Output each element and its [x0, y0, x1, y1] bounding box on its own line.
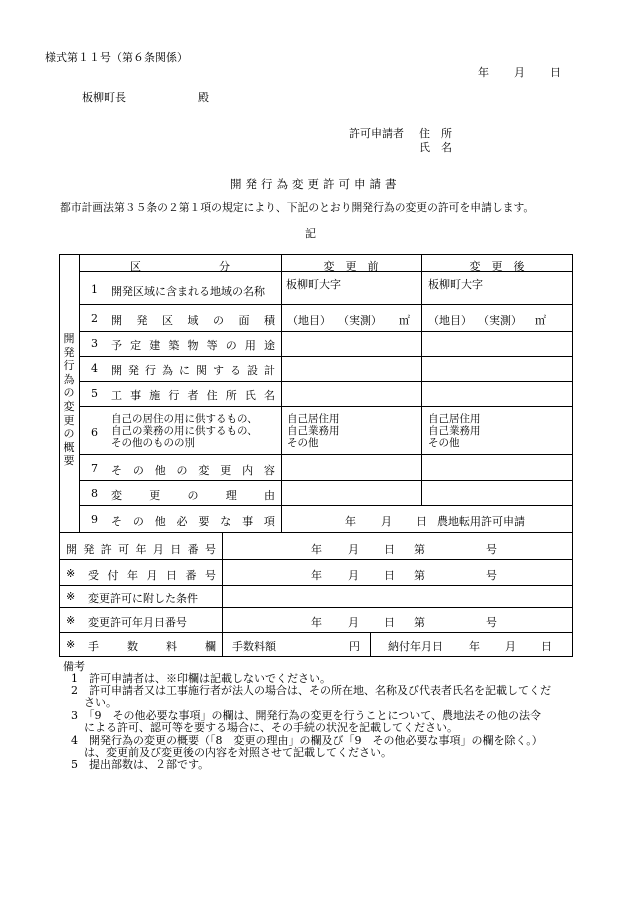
change-permit-month: 月 [348, 616, 359, 629]
payment-month: 月 [505, 640, 516, 653]
row-2-after-unit: ㎡ [535, 314, 546, 327]
receipt-day: 日 [384, 569, 395, 582]
row-9-day: 日 [416, 515, 427, 528]
row-6-label-line-2: 自己の業務の用に供するもの、 [111, 425, 258, 437]
addressee: 板柳町長 [82, 91, 126, 104]
row-6-after-line-2: 自己業務用 [428, 425, 481, 437]
row-8-label: 変 更 の 理 由 [111, 489, 275, 502]
note-4-line-2: は、変更前及び変更後の内容を対照させて記載してください。 [84, 746, 392, 759]
header-category: 区 分 [130, 260, 230, 273]
row-1-number: 1 [91, 283, 98, 296]
note-1: 1 許可申請者は、※印欄は記載しないでください。 [71, 672, 331, 685]
header-before: 変 更 前 [323, 260, 379, 273]
row-9-month: 月 [381, 515, 392, 528]
intro-text: 都市計画法第３５条の２第１項の規定により、下記のとおり開発行為の変更の許可を申請します。 [60, 201, 535, 214]
note-2-line-2: さい。 [84, 696, 117, 709]
row-9-label: そ の 他 必 要 な 事 項 [111, 515, 275, 528]
header-after: 変 更 後 [469, 260, 525, 273]
row-9-farmland-conversion: 農地転用許可申請 [437, 515, 525, 528]
row-6-label-line-1: 自己の居住の用に供するもの、 [111, 413, 258, 425]
honorific: 殿 [198, 91, 209, 104]
vertical-category-label: 開発行為の変更の概要 [63, 332, 75, 468]
row-3-label: 予 定 建 築 物 等 の 用 途 [111, 339, 275, 352]
payment-date-label: 納付年月日 [388, 640, 443, 653]
date-year-label: 年 [478, 66, 489, 79]
applicant-name-label: 氏 名 [419, 141, 452, 154]
permit-month: 月 [348, 543, 359, 556]
receipt-year: 年 [311, 569, 322, 582]
row-7-number: 7 [91, 462, 98, 475]
note-3-line-2: による許可、認可等を要する場合に、その手続の状況を記載してください。 [84, 721, 458, 734]
applicant-address-label: 住 所 [419, 127, 452, 140]
permit-dai: 第 [414, 543, 425, 556]
row-7-label: そ の 他 の 変 更 内 容 [111, 464, 275, 477]
row-6-before-line-1: 自己居住用 [287, 413, 340, 425]
receipt-mark: ※ [66, 567, 76, 580]
applicant-label: 許可申請者 [349, 127, 404, 140]
ki-label: 記 [305, 227, 316, 240]
note-3-line-1: 3 「9 その他必要な事項」の欄は、開発行為の変更を行うことについて、農地法その他の法令 [71, 709, 542, 722]
row-6-after-line-3: その他 [428, 437, 460, 449]
row-6-number: 6 [91, 426, 98, 439]
row-1-after: 板柳町大字 [428, 278, 483, 291]
row-5-number: 5 [91, 387, 98, 400]
fee-yen: 円 [349, 640, 360, 653]
receipt-month: 月 [348, 569, 359, 582]
row-6-before-line-3: その他 [287, 437, 319, 449]
note-2-line-1: 2 許可申請者又は工事施行者が法人の場合は、その所在地、名称及び代表者氏名を記載してくだ [71, 684, 551, 697]
row-6-after-line-1: 自己居住用 [428, 413, 481, 425]
row-1-label: 開発区域に含まれる地域の名称 [111, 285, 265, 298]
notes-heading: 備考 [63, 660, 85, 673]
receipt-dai: 第 [414, 569, 425, 582]
row-6-before-line-2: 自己業務用 [287, 425, 340, 437]
document-title: 開発行為変更許可申請書 [230, 177, 401, 191]
fee-column-label: 手 数 料 欄 [88, 640, 216, 653]
row-6-label-line-3: その他のものの別 [111, 437, 195, 449]
date-day-label: 日 [550, 66, 561, 79]
row-5-label: 工 事 施 行 者 住 所 氏 名 [111, 389, 275, 402]
row-2-number: 2 [91, 312, 98, 325]
receipt-date-number-label: 受 付 年 月 日 番 号 [88, 569, 216, 582]
fee-mark: ※ [66, 638, 76, 651]
change-permit-dai: 第 [414, 616, 425, 629]
payment-day: 日 [541, 640, 552, 653]
row-3-number: 3 [91, 337, 98, 350]
row-9-year: 年 [345, 515, 356, 528]
row-9-number: 9 [91, 513, 98, 526]
conditions-mark: ※ [66, 590, 76, 603]
change-permit-year: 年 [311, 616, 322, 629]
form-number: 様式第１１号（第６条関係） [45, 51, 188, 64]
change-permit-label: 変更許可年月日番号 [88, 616, 187, 629]
note-5: 5 提出部数は、２部です。 [71, 758, 210, 771]
row-4-label: 開 発 行 為 に 関 す る 設 計 [111, 364, 275, 377]
permit-go: 号 [486, 543, 497, 556]
receipt-go: 号 [486, 569, 497, 582]
change-permit-go: 号 [486, 616, 497, 629]
permit-day: 日 [384, 543, 395, 556]
date-month-label: 月 [514, 66, 525, 79]
fee-amount-label: 手数料額 [232, 640, 276, 653]
row-2-before-land-category: （地目） [287, 314, 331, 327]
permit-year: 年 [311, 543, 322, 556]
row-2-label: 開 発 区 域 の 面 積 [111, 314, 275, 327]
row-1-before: 板柳町大字 [286, 278, 341, 291]
row-2-after-measured: （実測） [478, 314, 522, 327]
row-2-after-land-category: （地目） [428, 314, 472, 327]
permit-date-number-label: 開 発 許 可 年 月 日 番 号 [66, 543, 216, 556]
row-8-number: 8 [91, 487, 98, 500]
row-2-before-unit: ㎡ [399, 314, 410, 327]
change-permit-day: 日 [384, 616, 395, 629]
note-4-line-1: 4 開発行為の変更の概要（「8 変更の理由」の欄及び「9 その他必要な事項」の欄を除く。） [71, 734, 543, 747]
change-permit-mark: ※ [66, 614, 76, 627]
row-2-before-measured: （実測） [338, 314, 382, 327]
row-4-number: 4 [91, 362, 98, 375]
conditions-label: 変更許可に附した条件 [88, 592, 198, 605]
payment-year: 年 [469, 640, 480, 653]
